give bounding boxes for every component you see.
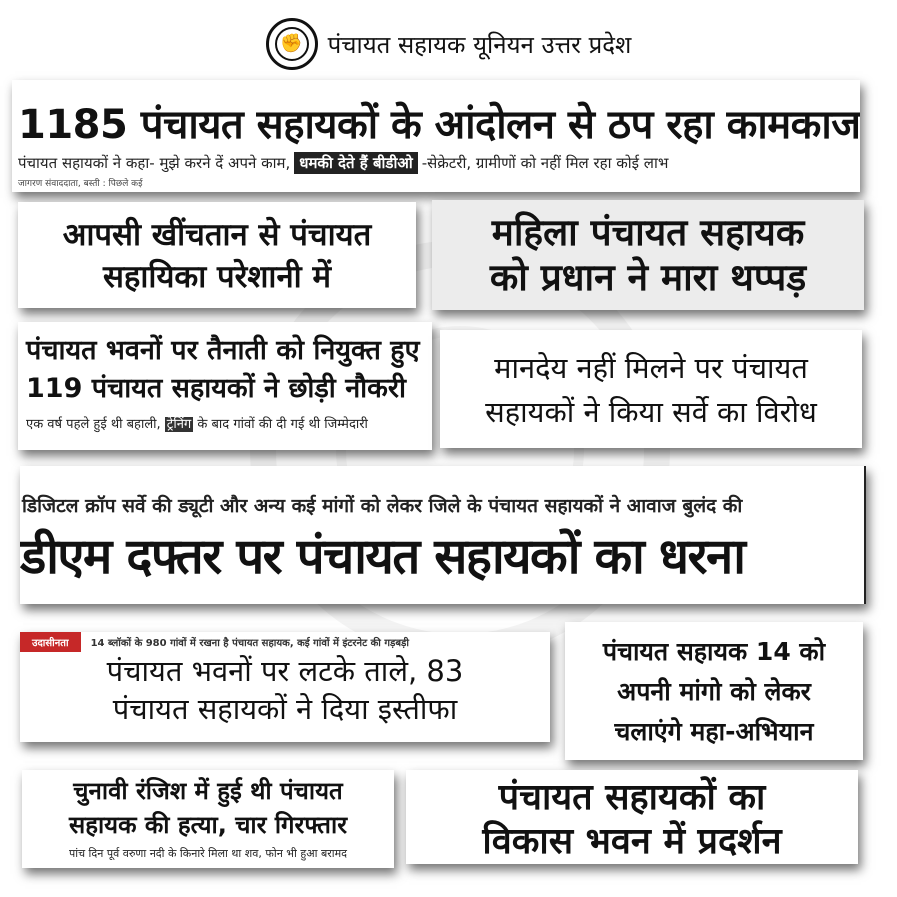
- column-rule: [864, 466, 866, 604]
- news-clipping-5: [440, 330, 862, 448]
- news-clipping-8: [565, 622, 863, 760]
- news-clipping-7: [20, 632, 550, 742]
- clipping-headline: 1185 पंचायत सहायकों के आंदोलन से ठप रहा कामकाज: [18, 102, 860, 148]
- headline-line: पंचायत सहायक 14 को: [602, 637, 826, 666]
- byline: जागरण संवाददाता, बस्ती : पिछले कई: [18, 179, 143, 189]
- clipping-subheadline: [26, 414, 432, 432]
- highlight-tag: धमकी देते हैं बीडीओ: [294, 152, 417, 174]
- highlight-tag: ट्रेनिंग: [166, 417, 192, 432]
- news-clipping-10: [406, 770, 858, 864]
- news-clipping-2: [18, 202, 416, 308]
- headline-line: मानदेय नहीं मिलने पर पंचायत: [494, 351, 808, 385]
- headline-line: विकास भवन में प्रदर्शन: [482, 821, 782, 862]
- news-clipping-1: [12, 80, 860, 192]
- sub-text: के बाद गांवों की दी गई थी जिम्मेदारी: [197, 417, 368, 432]
- clipping-headline: डीएम दफ्तर पर पंचायत सहायकों का धरना: [20, 528, 745, 585]
- sub-text: एक वर्ष पहले हुई थी बहाली,: [26, 417, 161, 432]
- clipping-subheadline: [18, 152, 860, 174]
- news-clipping-4: [18, 322, 432, 450]
- headline-line: सहायक की हत्या, चार गिरफ्तार: [68, 811, 348, 839]
- page-header: [0, 16, 897, 72]
- headline-line: चुनावी रंजिश में हुई थी पंचायत: [73, 777, 343, 805]
- headline-line: पंचायत भवनों पर लटके ताले, 83: [106, 654, 464, 688]
- category-tag: उदासीनता: [20, 632, 81, 652]
- news-clipping-9: [22, 770, 394, 868]
- sub-text: पंचायत सहायकों ने कहा- मुझे करने दें अपने काम,: [18, 154, 291, 172]
- headline-line: पंचायत सहायकों ने दिया इस्तीफा: [112, 692, 458, 726]
- headline-line: चलाएंगे महा-अभियान: [614, 717, 814, 746]
- headline-line: अपनी मांगो को लेकर: [617, 677, 811, 706]
- sub-text: -सेक्रेटरी, ग्रामीणों को नहीं मिल रहा कोई लाभ: [421, 154, 669, 172]
- headline-line: आपसी खींचतान से पंचायत: [62, 217, 372, 253]
- headline-line: को प्रधान ने मारा थप्पड़: [489, 256, 807, 299]
- headline-line: सहायिका परेशानी में: [102, 259, 332, 295]
- headline-line: पंचायत भवनों पर तैनाती को नियुक्त हुए: [26, 335, 420, 366]
- clipping-kicker: डिजिटल क्रॉप सर्वे की ड्यूटी और अन्य कई मांगों को लेकर जिले के पंचायत सहायकों ने आवाज बुलंद की: [22, 495, 743, 517]
- headline-line: महिला पंचायत सहायक: [491, 211, 805, 254]
- clipping-kicker: 14 ब्लॉकों के 980 गांवों में रखना है पंचायत सहायक, कई गांवों में इंटरनेट की गड़बड़ी: [90, 638, 409, 649]
- page-title: पंचायत सहायक यूनियन उत्तर प्रदेश: [327, 30, 632, 59]
- fist-emblem-icon: ✊: [275, 27, 309, 61]
- news-clipping-3: [432, 200, 864, 310]
- headline-line: सहायकों ने किया सर्वे का विरोध: [485, 395, 817, 429]
- clipping-subheadline: पांच दिन पूर्व वरुणा नदी के किनारे मिला था शव, फोन भी हुआ बरामद: [68, 847, 348, 860]
- news-clipping-6: [20, 466, 866, 604]
- union-logo: [266, 18, 318, 70]
- headline-line: पंचायत सहायकों का: [498, 777, 766, 818]
- headline-line: 119 पंचायत सहायकों ने छोड़ी नौकरी: [26, 373, 406, 404]
- clipping-topbar: [20, 632, 550, 652]
